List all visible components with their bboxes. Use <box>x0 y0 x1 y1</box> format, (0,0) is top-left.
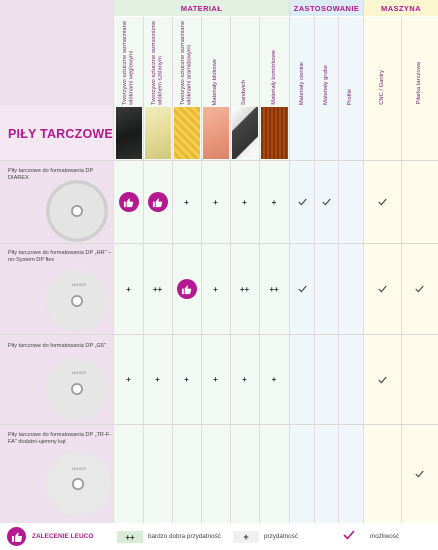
col-divider <box>314 17 315 523</box>
rating-mark: + <box>126 284 131 294</box>
rating-mark: + <box>126 375 131 384</box>
blade-brand-text: LEUCO <box>72 466 86 471</box>
rating-mark: + <box>213 197 218 207</box>
legend-possible-label: możliwość <box>370 533 400 540</box>
col-header-aramid: Tworzywo sztuczne wzmacniane włóknami aramidowymi <box>179 20 193 105</box>
rating-mark: ++ <box>269 284 279 294</box>
rating-mark: + <box>213 375 218 384</box>
legend-good-label: przydatność <box>264 533 298 540</box>
col-header-sandwich: Sandwich <box>241 79 248 105</box>
rating-mark: + <box>242 197 247 207</box>
page-title: PIŁY TARCZOWE <box>8 127 113 141</box>
check-icon <box>364 161 401 243</box>
thumbs-up-icon <box>114 161 143 243</box>
check-icon <box>364 335 401 424</box>
thumbs-up-badge <box>119 192 139 212</box>
rating-mark: + <box>184 197 189 207</box>
swatch-sandwich <box>232 107 258 159</box>
swatch-carbon <box>116 107 142 159</box>
col-header-profile: Profile <box>347 88 354 105</box>
col-header-glass: Tworzywo sztuczne wzmocnione włóknem szklanym <box>150 20 164 105</box>
legend-good-swatch: + <box>233 531 259 543</box>
rating-mark: + <box>213 284 218 294</box>
group-material: MATERIAŁ <box>114 0 289 16</box>
saw-blade-image <box>46 180 108 242</box>
rating-mark: ++ <box>239 284 250 294</box>
rating-mark: + <box>271 375 277 384</box>
row-label-trffa: Piły tarczowe do formatowania DP „TR-F-FA" dodatni-ujemny kąt <box>8 432 112 445</box>
row-label-g5: Piły tarczowe do formatowania DP „G5" <box>8 343 106 349</box>
rating-mark: + <box>184 375 189 384</box>
swatch-block <box>203 107 229 159</box>
row-label-hr: Piły tarczowe do formatowania DP „HR" – nn-System DP flex <box>8 250 112 263</box>
check-icon <box>401 425 438 523</box>
legend-very-good-label: bardzo dobra przydatność <box>148 533 221 540</box>
blade-brand-text: LEUCO <box>72 282 86 287</box>
row-label-diarex: Piły tarczowe do formatowania DP DIAREX <box>8 168 94 181</box>
group-zastosowanie: ZASTOSOWANIE <box>290 0 363 16</box>
rating-mark: + <box>271 197 277 207</box>
check-icon <box>364 244 401 334</box>
col-header-saw: Piłarka tarczowa <box>416 62 423 105</box>
rating-mark: + <box>155 375 160 384</box>
check-icon <box>290 161 314 243</box>
legend-check-icon <box>336 527 362 543</box>
thumbs-up-icon <box>7 527 26 546</box>
thumbs-up-badge <box>148 192 168 212</box>
check-icon <box>290 244 314 334</box>
thumbs-up-badge <box>177 279 197 299</box>
swatch-glass <box>145 107 171 159</box>
col-header-cnc: CNC / Gantry <box>379 70 386 105</box>
col-divider <box>338 17 339 523</box>
col-header-thin: Materiały cienkie <box>298 61 305 105</box>
legend-recommend-label: ZALECENIE LEUCO <box>32 533 94 540</box>
check-icon <box>401 244 438 334</box>
rating-mark: + <box>242 375 247 384</box>
col-header-honeycomb: Materiały komórkowe <box>270 50 277 105</box>
check-icon <box>314 161 338 243</box>
swatch-honeycomb <box>261 107 288 159</box>
rating-mark: ++ <box>152 284 163 294</box>
group-maszyna: MASZYNA <box>364 0 438 16</box>
thumbs-up-icon <box>143 161 172 243</box>
col-header-thick: Materiały grube <box>322 65 329 105</box>
saw-blade-image <box>46 270 108 332</box>
swatch-aramid <box>174 107 200 159</box>
saw-blade-image <box>46 452 110 516</box>
col-header-carbon: Tworzywo sztuczne wzmacniane włóknami węglowymi <box>121 20 135 105</box>
col-header-block: Materiały blokowe <box>212 58 219 105</box>
legend-very-good-swatch: ++ <box>117 531 143 543</box>
blade-brand-text: LEUCO <box>72 370 86 375</box>
saw-blade-image <box>46 358 108 420</box>
thumbs-up-icon <box>172 244 201 334</box>
row-divider <box>0 424 438 425</box>
